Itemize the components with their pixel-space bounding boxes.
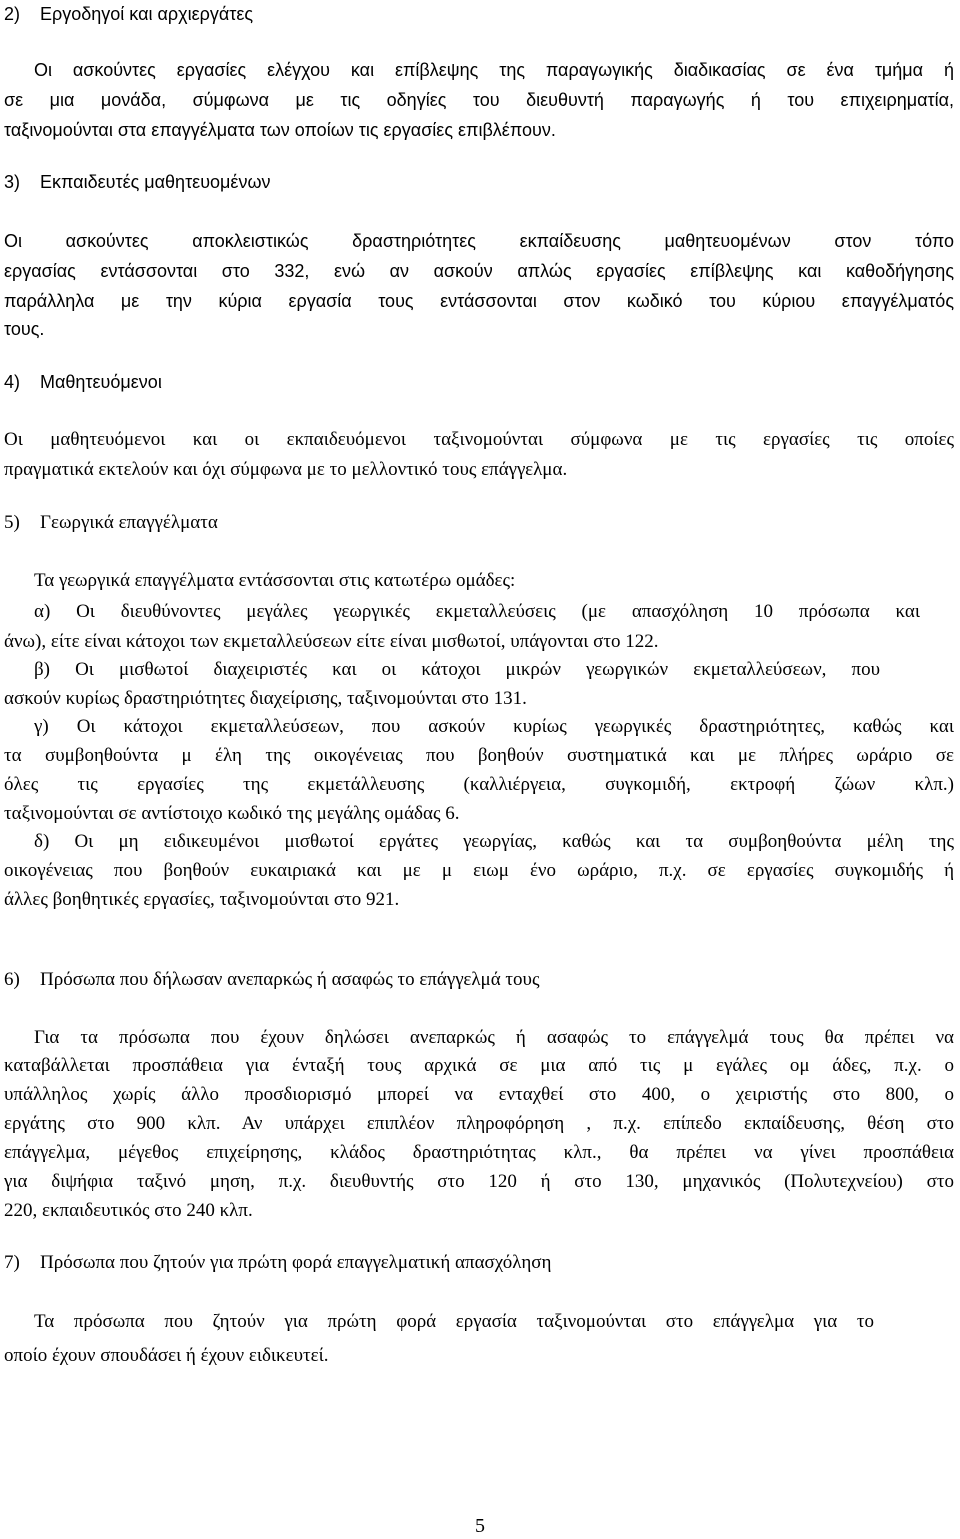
section-title: Γεωργικά επαγγέλματα [40, 512, 218, 533]
section-number: 7) [4, 1252, 20, 1273]
section-5-line-6: γ) Οι κάτοχοι εκμεταλλεύσεων, που ασκούν κυρίως γεωργικές δραστηριότητες, καθώς και [34, 716, 954, 737]
section-title: Πρόσωπα που ζητούν για πρώτη φορά επαγγελματική απασχόληση [40, 1252, 552, 1273]
section-5-line-7: τα συμβοηθούντα μ έλη της οικογένειας που βοηθούν συστηματικά και με πλήρες ωράριο σε [4, 745, 954, 766]
section-2-line-2: σε μια μονάδα, σύμφωνα με τις οδηγίες του διευθυντή παραγωγής ή του επιχειρηματία, [4, 90, 954, 110]
section-4-line-1: Οι μαθητευόμενοι και οι εκπαιδευόμενοι ταξινομούνται σύμφωνα με τις εργασίες τις οποίες [4, 429, 954, 450]
section-number: 2) [4, 4, 21, 24]
section-7-heading [4, 1249, 954, 1277]
section-6-line-1: Για τα πρόσωπα που έχουν δηλώσει ανεπαρκώς ή ασαφώς το επάγγελμά τους θα πρέπει να [34, 1027, 954, 1048]
section-number: 3) [4, 172, 21, 192]
section-5-line-3: άνω), είτε είναι κάτοχοι των εκμεταλλεύσεων είτε είναι μισθωτοί, υπάγονται στο 122. [4, 631, 659, 652]
section-2-line-3: ταξινομούνται στα επαγγέλματα των οποίων τις εργασίες επιβλέπουν. [4, 120, 556, 140]
section-5-line-1: Τα γεωργικά επαγγέλματα εντάσσονται στις κατωτέρω ομάδες: [34, 570, 516, 591]
section-5-line-8: όλες τις εργασίες της εκμετάλλευσης (καλλιέργεια, συγκομιδή, εκτροφή ζώων κλπ.) [4, 774, 954, 795]
section-3-line-1: Οι ασκούντες αποκλειστικώς δραστηριότητες εκπαίδευσης μαθητευομένων στον τόπο [4, 231, 954, 251]
section-6-line-5: επάγγελμα, μέγεθος επιχείρησης, κλάδος δραστηριότητας κλπ., θα πρέπει να γίνει προσπάθεια [4, 1142, 954, 1163]
section-5-heading [4, 509, 954, 537]
section-number: 6) [4, 969, 20, 990]
section-3-line-2: εργασίας εντάσσονται στο 332, ενώ αν ασκούν απλώς εργασίες επίβλεψης και καθοδήγησης [4, 261, 954, 281]
section-2-line-1: Οι ασκούντες εργασίες ελέγχου και επίβλεψης της παραγωγικής διαδικασίας σε ένα τμήμα ή [34, 60, 954, 80]
section-5-line-4: β) Οι μισθωτοί διαχειριστές και οι κάτοχοι μικρών γεωργικών εκμεταλλεύσεων, που [34, 659, 880, 680]
section-7-line-1: Τα πρόσωπα που ζητούν για πρώτη φορά εργασία ταξινομούνται στο επάγγελμα για το [34, 1311, 874, 1332]
section-5-line-12: άλλες βοηθητικές εργασίες, ταξινομούνται στο 921. [4, 889, 400, 910]
section-6-line-3: υπάλληλος χωρίς άλλο προσδιορισμό μπορεί να ενταχθεί στο 400, ο χειριστής στο 800, ο [4, 1084, 954, 1105]
section-5-line-9: ταξινομούνται σε αντίστοιχο κωδικό της μεγάλης ομάδας 6. [4, 803, 460, 824]
section-title: Εργοδηγοί και αρχιεργάτες [40, 4, 254, 24]
section-3-heading [4, 168, 954, 196]
section-6-line-2: καταβάλλεται προσπάθεια για ένταξή τους αρχικά σε μια από τις μ εγάλες ομ άδες, π.χ. ο [4, 1055, 954, 1076]
section-title: Πρόσωπα που δήλωσαν ανεπαρκώς ή ασαφώς το επάγγελμά τους [40, 969, 540, 990]
section-7-line-2: οποίο έχουν σπουδάσει ή έχουν ειδικευτεί. [4, 1345, 329, 1366]
section-5-line-5: ασκούν κυρίως δραστηριότητες διαχείρισης, ταξινομούνται στο 131. [4, 688, 527, 709]
section-number: 4) [4, 372, 21, 392]
section-6-line-7: 220, εκπαιδευτικός στο 240 κλπ. [4, 1200, 253, 1221]
section-3-line-3: παράλληλα με την κύρια εργασία τους εντάσσονται στον κωδικό του κύριου επαγγέλματός [4, 291, 954, 311]
section-number: 5) [4, 512, 20, 533]
section-3-line-4: τους. [4, 319, 45, 339]
section-5-line-11: οικογένειας που βοηθούν ευκαιριακά και με μ ειωμ ένο ωράριο, π.χ. σε εργασίες συγκομιδής ή [4, 860, 954, 881]
section-title: Εκπαιδευτές μαθητευομένων [40, 172, 271, 192]
section-2-heading [4, 0, 954, 28]
section-5-line-2: α) Οι διευθύνοντες μεγάλες γεωργικές εκμεταλλεύσεις (με απασχόληση 10 πρόσωπα και [34, 601, 920, 622]
section-4-heading [4, 368, 954, 396]
section-6-line-6: για διψήφια ταξινό μηση, π.χ. διευθυντής στο 120 ή στο 130, μηχανικός (Πολυτεχνείου) στο [4, 1171, 954, 1192]
section-6-line-4: εργάτης στο 900 κλπ. Αν υπάρχει επιπλέον πληροφόρηση , π.χ. επίπεδο εκπαίδευσης, θέση στο [4, 1113, 954, 1134]
page-number: 5 [475, 1515, 485, 1537]
section-4-line-2: πραγματικά εκτελούν και όχι σύμφωνα με το μελλοντικό τους επάγγελμα. [4, 459, 568, 480]
section-5-line-10: δ) Οι μη ειδικευμένοι μισθωτοί εργάτες γεωργίας, καθώς και τα συμβοηθούντα μέλη της [34, 831, 954, 852]
section-title: Μαθητευόμενοι [40, 372, 162, 392]
section-6-heading [4, 966, 954, 994]
